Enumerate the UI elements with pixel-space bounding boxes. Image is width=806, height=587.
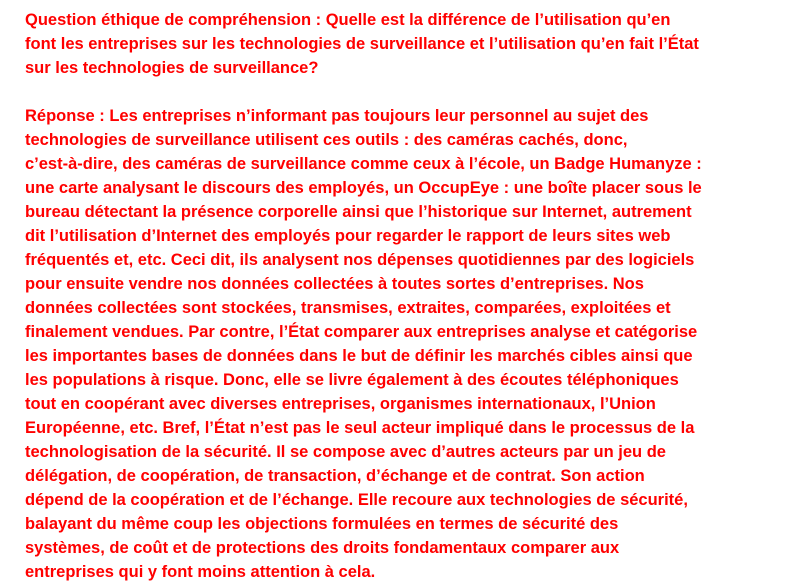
answer-line: fréquentés et, etc. Ceci dit, ils analysent nos dépenses quotidiennes par des logiciels [25, 251, 695, 269]
answer-line: dit l’utilisation d’Internet des employés pour regarder le rapport de leurs sites web [25, 227, 671, 245]
document-body [25, 8, 785, 584]
answer-line: une carte analysant le discours des employés, un OccupEye : une boîte placer sous le [25, 179, 702, 197]
question-line: Question éthique de compréhension : Quelle est la différence de l’utilisation qu’en [25, 11, 671, 29]
answer-paragraph [25, 104, 785, 584]
answer-line: délégation, de coopération, de transaction, d’échange et de contrat. Son action [25, 467, 645, 485]
answer-line: balayant du même coup les objections formulées en termes de sécurité des [25, 515, 619, 533]
question-paragraph [25, 8, 785, 80]
answer-line: Réponse : Les entreprises n’informant pas toujours leur personnel au sujet des [25, 107, 649, 125]
answer-line: entreprises qui y font moins attention à cela. [25, 563, 376, 581]
answer-line: technologisation de la sécurité. Il se compose avec d’autres acteurs par un jeu de [25, 443, 666, 461]
answer-line: les importantes bases de données dans le but de définir les marchés cibles ainsi que [25, 347, 693, 365]
answer-line: tout en coopérant avec diverses entreprises, organismes internationaux, l’Union [25, 395, 656, 413]
answer-line: données collectées sont stockées, transmises, extraites, comparées, exploitées et [25, 299, 671, 317]
answer-line: c’est-à-dire, des caméras de surveillance comme ceux à l’école, un Badge Humanyze : [25, 155, 702, 173]
paragraph-gap [25, 80, 785, 104]
answer-line: technologies de surveillance utilisent ces outils : des caméras cachés, donc, [25, 131, 628, 149]
answer-line: dépend de la coopération et de l’échange. Elle recoure aux technologies de sécurité, [25, 491, 688, 509]
answer-line: systèmes, de coût et de protections des droits fondamentaux comparer aux [25, 539, 620, 557]
answer-line: Européenne, etc. Bref, l’État n’est pas le seul acteur impliqué dans le processus de la [25, 419, 695, 437]
answer-line: bureau détectant la présence corporelle ainsi que l’historique sur Internet, autrement [25, 203, 692, 221]
question-line: sur les technologies de surveillance? [25, 59, 319, 77]
answer-line: les populations à risque. Donc, elle se livre également à des écoutes téléphoniques [25, 371, 679, 389]
question-line: font les entreprises sur les technologies de surveillance et l’utilisation qu’en fait l’État [25, 35, 699, 53]
answer-line: pour ensuite vendre nos données collectées à toutes sortes d’entreprises. Nos [25, 275, 644, 293]
answer-line: finalement vendues. Par contre, l’État comparer aux entreprises analyse et catégorise [25, 323, 698, 341]
